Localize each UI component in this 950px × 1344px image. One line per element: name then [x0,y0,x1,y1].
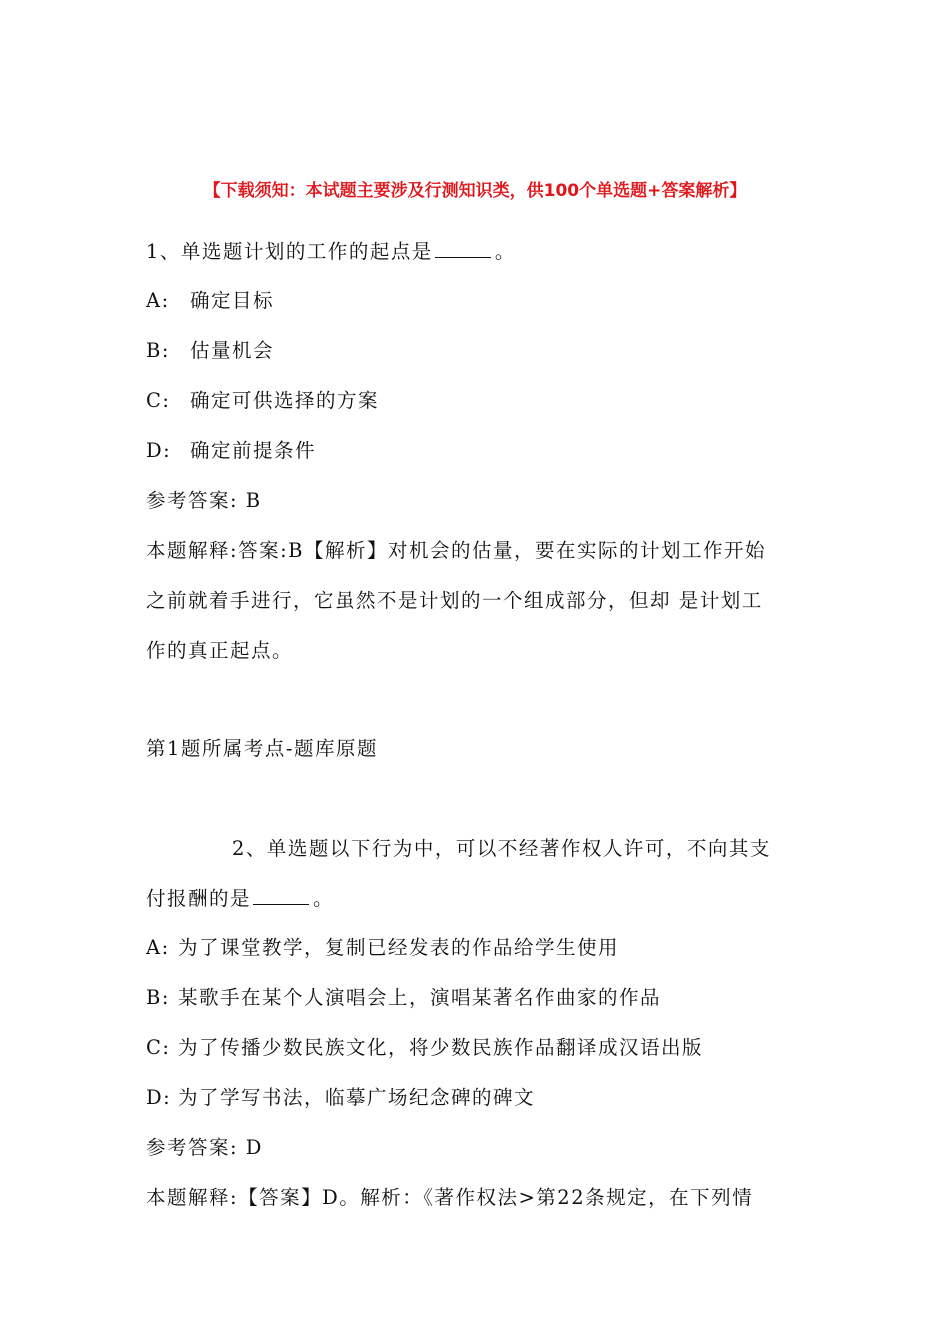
question-2-option-c [146,1034,703,1062]
option-text: 为了传播少数民族文化，将少数民族作品翻译成汉语出版 [178,1036,704,1059]
question-1-option-d [146,437,316,465]
question-2-option-a [146,934,619,962]
question-1-stem-end: 。 [494,240,516,263]
option-text: 确定目标 [190,289,275,312]
question-1-explanation-line-1: 本题解释:答案:B【解析】对机会的估量，要在实际的计划工作开始 [146,539,766,562]
question-1-stem-text: 1、单选题计划的工作的起点是 [146,240,433,263]
question-1-explanation-line-2: 之前就着手进行，它虽然不是计划的一个组成部分，但却 是计划工 [146,589,763,612]
option-key: B: [146,986,170,1009]
option-text: 为了学写书法，临摹广场纪念碑的碑文 [178,1086,536,1109]
question-1-option-a [146,287,274,315]
option-text: 估量机会 [190,339,275,362]
option-text: 某歌手在某个人演唱会上，演唱某著名作曲家的作品 [178,986,662,1009]
question-2-explanation-line-1: 本题解释:【答案】D。解析：《著作权法>第22条规定，在下列情 [146,1186,754,1209]
question-1-topic: 第1题所属考点-题库原题 [146,737,378,760]
option-text: 为了课堂教学，复制已经发表的作品给学生使用 [178,936,620,959]
option-key: A: [146,289,170,312]
question-2-option-b [146,984,661,1012]
question-1-option-c [146,387,379,415]
question-2-stem-text: 付报酬的是 [146,887,252,910]
download-notice: 【下载须知：本试题主要涉及行测知识类，供100个单选题+答案解析】 [203,181,747,201]
option-key: B: [146,339,170,362]
question-1-explanation-line-3: 作的真正起点。 [146,639,294,662]
option-key: D: [146,1086,172,1109]
question-1-option-b [146,337,274,365]
option-key: C: [146,389,171,412]
question-2-answer: 参考答案: D [146,1136,263,1159]
option-key: D: [146,439,172,462]
question-2-stem-line-2 [146,885,334,913]
option-key: A: [146,936,170,959]
option-text: 确定可供选择的方案 [190,389,380,412]
question-2-stem-end: 。 [313,887,335,910]
option-text: 确定前提条件 [190,439,317,462]
question-2-option-d [146,1084,535,1112]
question-2-stem-line-1: 2、单选题以下行为中，可以不经著作权人许可，不向其支 [232,837,771,860]
answer-blank [435,239,491,258]
option-key: C: [146,1036,171,1059]
question-1-stem [146,238,516,266]
question-1-answer: 参考答案: B [146,489,262,512]
answer-blank [253,886,309,905]
